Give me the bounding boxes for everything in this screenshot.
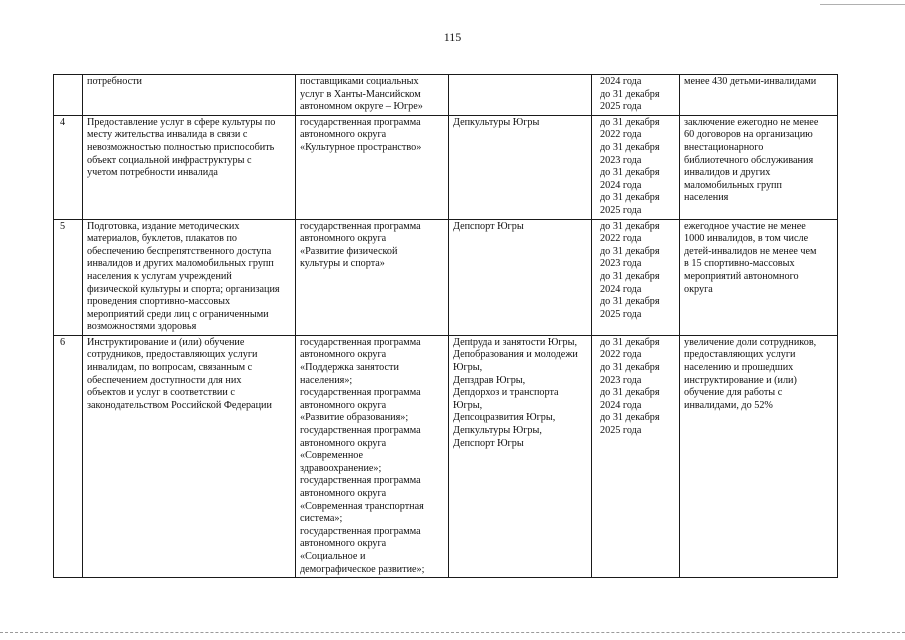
deadline-cell: до 31 декабря 2022 года до 31 декабря 2023 года до 31 декабря 2024 года до 31 декабря 2025 года [592, 219, 680, 335]
executor-cell [449, 75, 592, 116]
measure-cell: Предоставление услуг в сфере культуры по месту жительства инвалида в связи с невозможностью полностью приспособить объект социальной инфраструктуры с учетом потребности инвалида [83, 115, 296, 219]
executor-cell: Депспорт Югры [449, 219, 592, 335]
deadline-cell: до 31 декабря 2022 года до 31 декабря 2023 года до 31 декабря 2024 года до 31 декабря 2025 года [592, 335, 680, 577]
executor-cell: Депкультуры Югры [449, 115, 592, 219]
measure-cell: потребности [83, 75, 296, 116]
executor-cell: Депtруда и занятости Югры, Депобразования и молодежи Югры, Депздрав Югры, Депдорхоз и транспорта Югры, Депсоцразвития Югры, Депкультуры Югры, Депспорт Югры [449, 335, 592, 577]
measure-cell: Подготовка, издание методических материалов, буклетов, плакатов по обеспечению беспрепятственного доступа инвалидов и других маломобильных групп населения к услугам учреждений физической культуры и спорта; организация проведения спортивно-массовых мероприятий среди лиц с ограниченными возможностями здоровья [83, 219, 296, 335]
result-cell: ежегодное участие не менее 1000 инвалидов, в том числе детей-инвалидов не менее чем в 15 спортивно-массовых мероприятий автономного округа [680, 219, 838, 335]
measures-table [53, 74, 838, 578]
row-number [54, 75, 83, 116]
scan-bottom-edge [0, 632, 905, 633]
table-row [54, 335, 838, 577]
deadline-cell: 2024 года до 31 декабря 2025 года [592, 75, 680, 116]
scan-edge-mark [820, 4, 905, 5]
result-cell: увеличение доли сотрудников, предоставляющих услуги населению и прошедших инструктирование и (или) обучение для работы с инвалидами, до 52% [680, 335, 838, 577]
row-number: 4 [54, 115, 83, 219]
result-cell: менее 430 детьми-инвалидами [680, 75, 838, 116]
result-cell: заключение ежегодно не менее 60 договоров на организацию внестационарного библиотечного обслуживания инвалидов и других маломобильных групп населения [680, 115, 838, 219]
table-row [54, 115, 838, 219]
program-cell: государственная программа автономного округа «Развитие физической культуры и спорта» [296, 219, 449, 335]
deadline-cell: до 31 декабря 2022 года до 31 декабря 2023 года до 31 декабря 2024 года до 31 декабря 2025 года [592, 115, 680, 219]
program-cell: поставщиками социальных услуг в Ханты-Мансийском автономном округе – Югре» [296, 75, 449, 116]
program-cell: государственная программа автономного округа «Культурное пространство» [296, 115, 449, 219]
row-number: 5 [54, 219, 83, 335]
page-number: 115 [443, 30, 462, 44]
program-cell: государственная программа автономного округа «Поддержка занятости населения»; государственная программа автономного округа «Развитие образования»; государственная программа автономного округа «Современное здравоохранение»; государственная программа автономного округа «Современная транспортная система»; государственная программа автономного округа «Социальное и демографическое развитие»; [296, 335, 449, 577]
measure-cell: Инструктирование и (или) обучение сотрудников, предоставляющих услуги инвалидам, по вопросам, связанным с обеспечением доступности для них объектов и услуг в соответствии с законодательством Российской Федерации [83, 335, 296, 577]
row-number: 6 [54, 335, 83, 577]
table-row [54, 219, 838, 335]
table-row [54, 75, 838, 116]
